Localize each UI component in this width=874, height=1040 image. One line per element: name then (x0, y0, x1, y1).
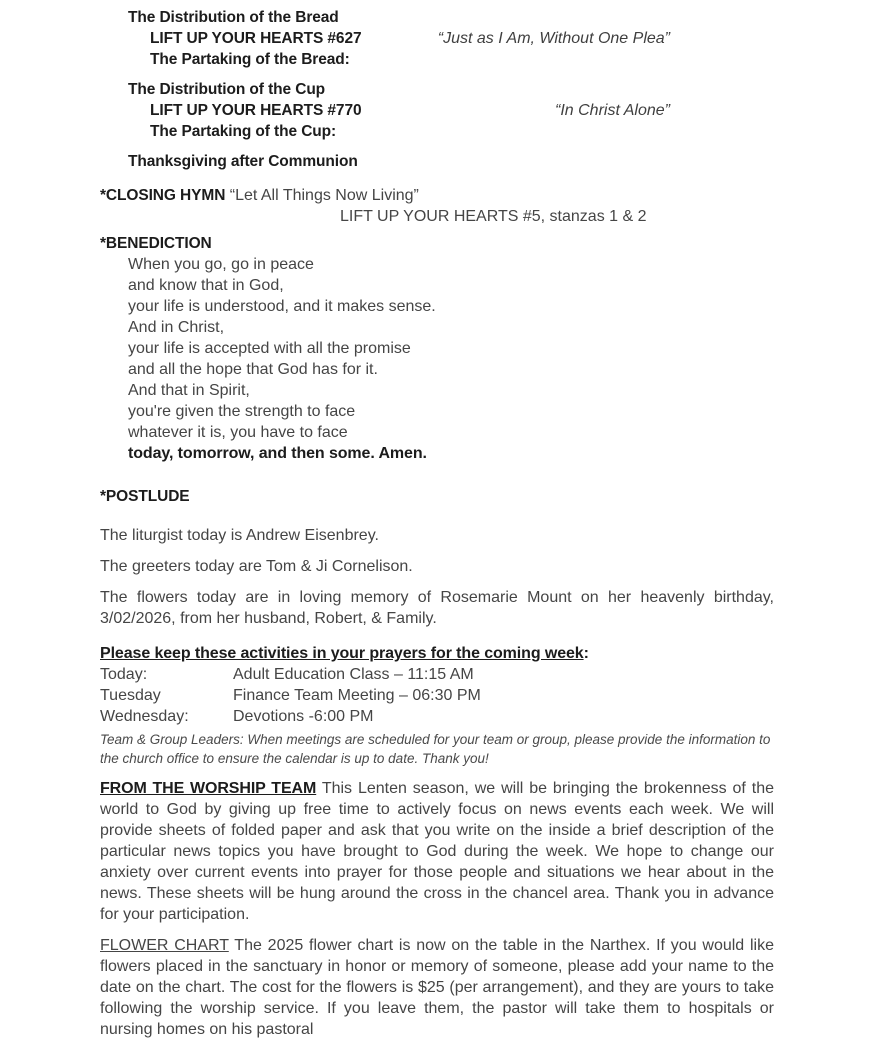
prayers-heading (100, 643, 774, 664)
liturgist-announcement: The liturgist today is Andrew Eisenbrey. (100, 527, 379, 544)
benediction-line: And in Christ, (128, 319, 225, 336)
flower-chart-paragraph (100, 935, 774, 1040)
bread-hymn-number: LIFT UP YOUR HEARTS #627 (150, 30, 362, 47)
cup-hymn-title: “In Christ Alone” (555, 102, 670, 119)
thanksgiving-heading: Thanksgiving after Communion (128, 153, 358, 170)
worship-team-body: This Lenten season, we will be bringing the brokenness of the world to God by giving up free time to actively focus on news events each week. We will provide sheets of folded paper and ask that you write on the inside a brief description of the particular news topics you have brought to God during the week. We hope to change our anxiety over current events into prayer for those people and situations we hear about in the news. These sheets will be hung around the cross in the chancel area. Thank you in advance for your participation. (100, 780, 775, 923)
closing-hymn-title: “Let All Things Now Living” (229, 187, 419, 204)
closing-hymn-source: LIFT UP YOUR HEARTS #5, stanzas 1 & 2 (340, 208, 647, 225)
benediction-line: and know that in God, (128, 277, 284, 294)
bread-partaking: The Partaking of the Bread: (150, 51, 350, 68)
bread-hymn-title: “Just as I Am, Without One Plea” (437, 30, 670, 47)
benediction-line: And that in Spirit, (128, 382, 250, 399)
cup-hymn-row (100, 100, 774, 121)
schedule-event: Finance Team Meeting – 06:30 PM (233, 687, 481, 704)
schedule-day: Tuesday (100, 687, 161, 704)
flower-chart-body: The 2025 flower chart is now on the table in the Narthex. If you would like flowers placed in the sanctuary in honor or memory of someone, please add your name to the date on the chart. The cost for the flowers is $25 (per arrangement), and they are yours to take following the worship service. If you leave them, the pastor will take them to hospitals or nursing homes on his pastoral (100, 937, 775, 1038)
schedule-event: Adult Education Class – 11:15 AM (233, 666, 474, 683)
greeters-announcement: The greeters today are Tom & Ji Cornelison. (100, 558, 413, 575)
benediction-line: and all the hope that God has for it. (128, 361, 378, 378)
schedule-row (100, 685, 774, 706)
cup-hymn-number: LIFT UP YOUR HEARTS #770 (150, 102, 362, 119)
cup-partaking: The Partaking of the Cup: (150, 123, 337, 140)
team-leaders-note: Team & Group Leaders: When meetings are scheduled for your team or group, please provide the information to the church office to ensure the calendar is up to date. Thank you! (100, 732, 771, 766)
bread-heading: The Distribution of the Bread (128, 9, 339, 26)
section-benediction (100, 233, 774, 464)
benediction-line: whatever it is, you have to face (128, 424, 348, 441)
section-closing-hymn (100, 185, 774, 227)
bread-hymn-row (100, 28, 774, 49)
worship-team-paragraph (100, 778, 774, 925)
worship-team-heading: FROM THE WORSHIP TEAM (100, 780, 317, 797)
benediction-line: When you go, go in peace (128, 256, 314, 273)
section-distribution-bread (100, 7, 774, 70)
closing-hymn-label: *CLOSING HYMN (100, 187, 226, 204)
closing-hymn-line (100, 185, 774, 206)
section-distribution-cup (100, 79, 774, 142)
schedule-day: Wednesday: (100, 708, 189, 725)
flowers-announcement: The flowers today are in loving memory of Rosemarie Mount on her heavenly birthday, 3/02/2026, from her husband, Robert, & Family. (100, 589, 774, 627)
benediction-label: *BENEDICTION (100, 235, 212, 252)
prayers-heading-colon: : (583, 645, 589, 662)
benediction-line: you're given the strength to face (128, 403, 356, 420)
postlude-label: *POSTLUDE (100, 488, 190, 505)
cup-heading: The Distribution of the Cup (128, 81, 326, 98)
benediction-line: your life is understood, and it makes sense. (128, 298, 436, 315)
schedule-row (100, 706, 774, 727)
benediction-line: your life is accepted with all the promise (128, 340, 411, 357)
prayers-heading-text: Please keep these activities in your prayers for the coming week (100, 645, 584, 662)
schedule-row (100, 664, 774, 685)
schedule-day: Today: (100, 666, 148, 683)
schedule-event: Devotions -6:00 PM (233, 708, 374, 725)
flower-chart-heading: FLOWER CHART (100, 937, 229, 954)
benediction-final-line: today, tomorrow, and then some. Amen. (128, 445, 427, 462)
section-prayers (100, 643, 774, 768)
